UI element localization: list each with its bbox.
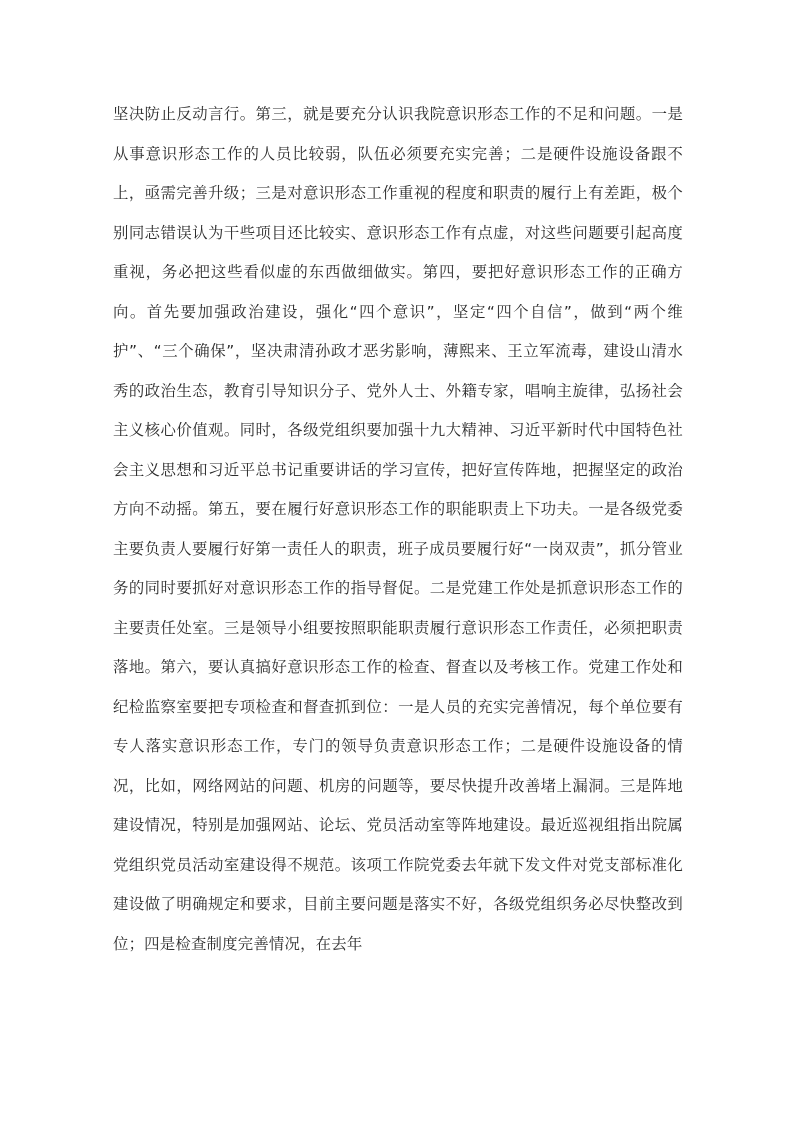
document-body xyxy=(113,95,683,964)
body-paragraph: 坚决防止反动言行。第三，就是要充分认识我院意识形态工作的不足和问题。一是从事意识形态工作的人员比较弱，队伍必须要充实完善；二是硬件设施设备跟不上，亟需完善升级；三是对意识形态工作重视的程度和职责的履行上有差距，极个别同志错误认为干些项目还比较实、意识形态工作有点虚，对这些问题要引起高度重视，务必把这些看似虚的东西做细做实。第四，要把好意识形态工作的正确方向。首先要加强政治建设，强化“四个意识”，坚定“四个自信”，做到“两个维护”、“三个确保”，坚决肃清孙政才恶劣影响，薄熙来、王立军流毒，建设山清水秀的政治生态，教育引导知识分子、党外人士、外籍专家，唱响主旋律，弘扬社会主义核心价值观。同时，各级党组织要加强十九大精神、习近平新时代中国特色社会主义思想和习近平总书记重要讲话的学习宣传，把好宣传阵地，把握坚定的政治方向不动摇。第五，要在履行好意识形态工作的职能职责上下功夫。一是各级党委主要负责人要履行好第一责任人的职责，班子成员要履行好“一岗双责”，抓分管业务的同时要抓好对意识形态工作的指导督促。二是党建工作处是抓意识形态工作的主要责任处室。三是领导小组要按照职能职责履行意识形态工作责任，必须把职责落地。第六，要认真搞好意识形态工作的检查、督查以及考核工作。党建工作处和纪检监察室要把专项检查和督查抓到位：一是人员的充实完善情况，每个单位要有专人落实意识形态工作，专门的领导负责意识形态工作；二是硬件设施设备的情况，比如，网络网站的问题、机房的问题等，要尽快提升改善堵上漏洞。三是阵地建设情况，特别是加强网站、论坛、党员活动室等阵地建设。最近巡视组指出院属党组织党员活动室建设得不规范。该项工作院党委去年就下发文件对党支部标准化建设做了明确规定和要求，目前主要问题是落实不好，各级党组织务必尽快整改到位；四是检查制度完善情况，在去年 xyxy=(113,105,683,953)
